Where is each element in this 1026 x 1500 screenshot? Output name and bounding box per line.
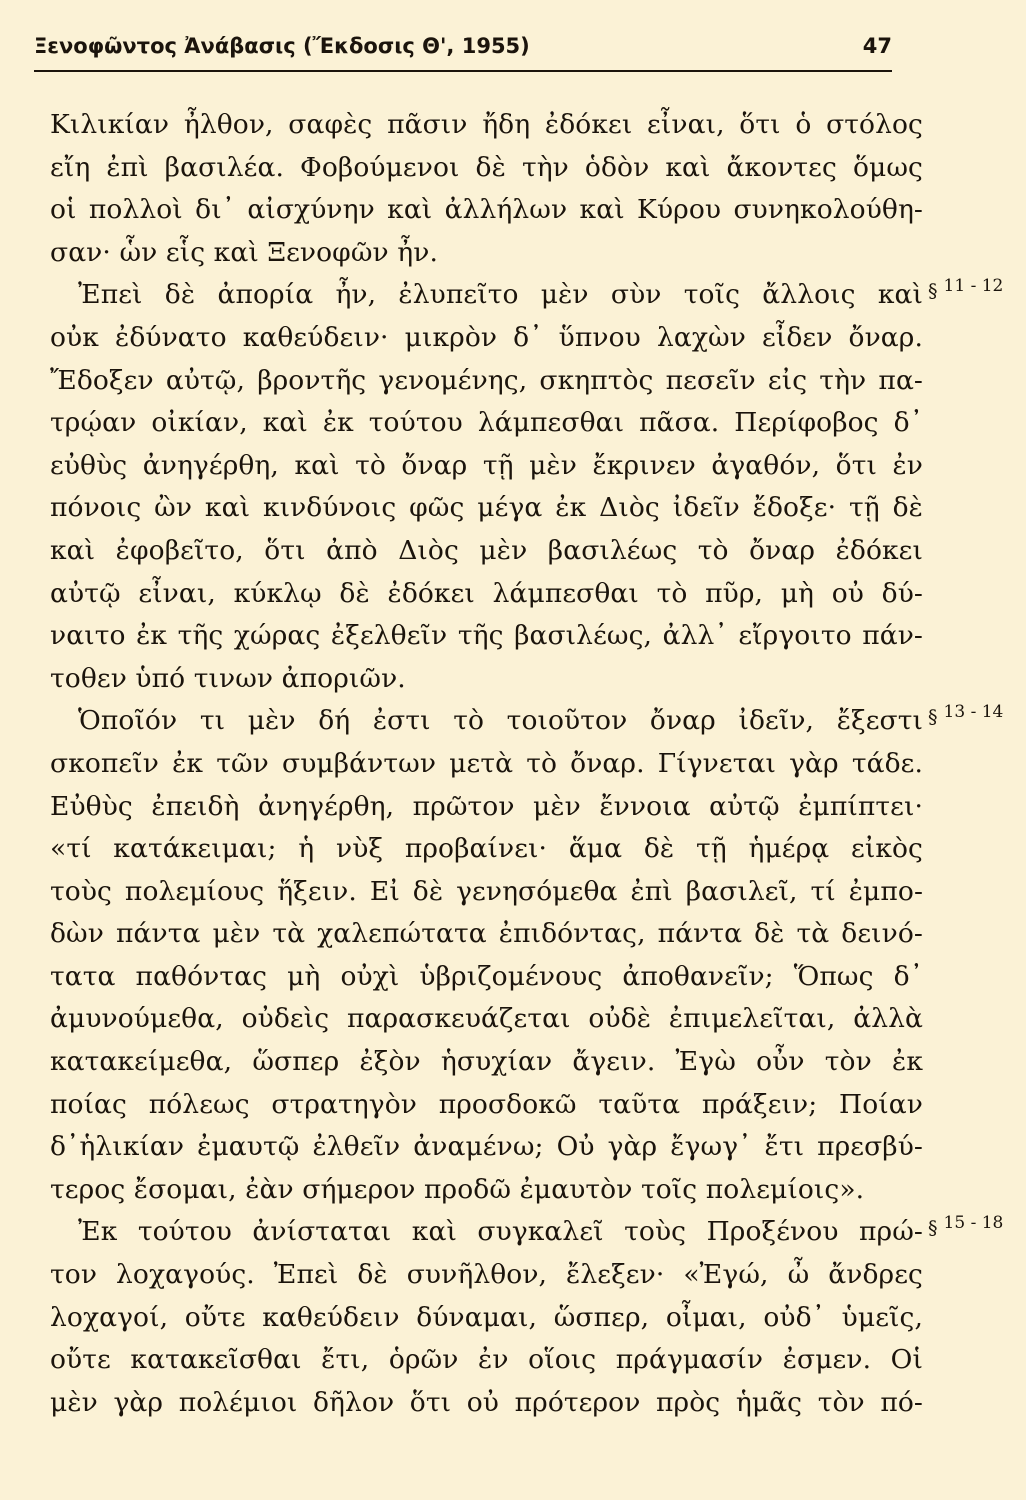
text-line: ἀμυνούμεθα, οὐδεὶς παρασκευάζεται οὐδὲ ἐπιμελεῖται, ἀλλὰ <box>50 1003 923 1035</box>
text-line: αὐτῷ εἶναι, κύκλῳ δὲ ἐδόκει λάμπεσθαι τὸ πῦρ, μὴ οὐ δύ- <box>50 577 923 609</box>
text-line: εἴη ἐπὶ βασιλέα. Φοβούμενοι δὲ τὴν ὁδὸν καὶ ἄκοντες ὅμως <box>50 151 923 183</box>
text-line: τερος ἔσομαι, ἐὰν σήμερον προδῶ ἐμαυτὸν τοῖς πολεμίοις». <box>50 1173 865 1205</box>
section-mark <box>928 702 1024 728</box>
text-line: τοθεν ὑπό τινων ἀποριῶν. <box>50 662 406 694</box>
text-line: μὲν γὰρ πολέμιοι δῆλον ὅτι οὐ πρότερον πρὸς ἡμᾶς τὸν πό- <box>50 1386 923 1418</box>
text-line: Ἔδοξεν αὐτῷ, βροντῆς γενομένης, σκηπτὸς πεσεῖν εἰς τὴν πα- <box>50 364 923 396</box>
text-line: Κιλικίαν ἦλθον, σαφὲς πᾶσιν ἤδη ἐδόκει εἶναι, ὅτι ὁ στόλος <box>50 109 923 140</box>
text-line: τον λοχαγούς. Ἐπεὶ δὲ συνῆλθον, ἔλεξεν· «Ἐγώ, ὦ ἄνδρες <box>50 1259 923 1291</box>
section-sign: § <box>928 280 938 302</box>
text-line: εὐθὺς ἀνηγέρθη, καὶ τὸ ὄναρ τῇ μὲν ἔκρινεν ἀγαθόν, ὅτι ἐν <box>50 449 923 481</box>
text-line: δὼν πάντα μὲν τὰ χαλεπώτατα ἐπιδόντας, πάντα δὲ τὰ δεινό- <box>50 918 923 950</box>
text-line: σκοπεῖν ἐκ τῶν συμβάντων μετὰ τὸ ὄναρ. Γίγνεται γὰρ τάδε. <box>50 747 923 779</box>
text-line: τοὺς πολεμίους ἥξειν. Εἰ δὲ γενησόμεθα ἐπὶ βασιλεῖ, τί ἐμπο- <box>50 875 923 907</box>
text-line: «τί κατάκειμαι; ἡ νὺξ προβαίνει· ἅμα δὲ τῇ ἡμέρᾳ εἰκὸς <box>50 833 923 865</box>
text-line: κατακείμεθα, ὥσπερ ἐξὸν ἡσυχίαν ἄγειν. Ἐγὼ οὖν τὸν ἐκ <box>50 1046 923 1078</box>
text-line: λοχαγοί, οὔτε καθεύδειν δύναμαι, ὥσπερ, οἶμαι, οὐδ᾽ ὑμεῖς, <box>50 1301 923 1333</box>
header-title: Ξενοφῶντος Ἀνάβασις (Ἔκδοσις Θ', 1955) <box>34 34 530 58</box>
section-mark <box>928 1213 1024 1239</box>
text-line: οἱ πολλοὶ δι᾽ αἰσχύνην καὶ ἀλλήλων καὶ Κύρου συνηκολούθη- <box>50 194 923 226</box>
text-line: Ἐκ τούτου ἀνίσταται καὶ συγκαλεῖ τοὺς Προξένου πρώ- <box>78 1216 923 1248</box>
text-line: δ᾽ἡλικίαν ἐμαυτῷ ἐλθεῖν ἀναμένω; Οὐ γὰρ ἔγωγ᾽ ἔτι πρεσβύ- <box>50 1131 923 1163</box>
page-number: 47 <box>862 34 892 58</box>
section-range: 11 - 12 <box>943 276 1004 296</box>
text-line: Εὐθὺς ἐπειδὴ ἀνηγέρθη, πρῶτον μὲν ἔννοια αὐτῷ ἐμπίπτει· <box>50 790 923 822</box>
section-mark <box>928 276 1024 302</box>
text-line: οὔτε κατακεῖσθαι ἔτι, ὁρῶν ἐν οἵοις πράγμασίν ἐσμεν. Οἱ <box>50 1344 923 1376</box>
text-line: τατα παθόντας μὴ οὐχὶ ὑβριζομένους ἀποθανεῖν; Ὅπως δ᾽ <box>50 960 923 992</box>
text-line: ναιτο ἐκ τῆς χώρας ἐξελθεῖν τῆς βασιλέως, ἀλλ᾽ εἴργοιτο πάν- <box>50 620 923 652</box>
text-line: ποίας πόλεως στρατηγὸν προσδοκῶ ταῦτα πράξειν; Ποίαν <box>50 1088 923 1120</box>
text-line: καὶ ἐφοβεῖτο, ὅτι ἀπὸ Διὸς μὲν βασιλέως τὸ ὄναρ ἐδόκει <box>50 534 923 566</box>
section-sign: § <box>928 706 938 728</box>
header-rule <box>34 70 892 72</box>
text-line: σαν· ὧν εἷς καὶ Ξενοφῶν ἦν. <box>50 236 438 268</box>
body-text <box>50 104 923 1424</box>
section-sign: § <box>928 1217 938 1239</box>
section-range: 15 - 18 <box>943 1213 1004 1233</box>
text-line: Ὁποῖόν τι μὲν δή ἐστι τὸ τοιοῦτον ὄναρ ἰδεῖν, ἔξεστι <box>78 705 923 737</box>
text-line: Ἐπεὶ δὲ ἀπορία ἦν, ἐλυπεῖτο μὲν σὺν τοῖς ἄλλοις καὶ <box>78 279 923 311</box>
text-line: οὐκ ἐδύνατο καθεύδειν· μικρὸν δ᾽ ὕπνου λαχὼν εἶδεν ὄναρ. <box>50 321 923 353</box>
section-range: 13 - 14 <box>943 702 1004 722</box>
text-line: τρῴαν οἰκίαν, καὶ ἐκ τούτου λάμπεσθαι πᾶσα. Περίφοβος δ᾽ <box>50 407 923 439</box>
text-line: πόνοις ὢν καὶ κινδύνοις φῶς μέγα ἐκ Διὸς ἰδεῖν ἔδοξε· τῇ δὲ <box>50 492 923 524</box>
